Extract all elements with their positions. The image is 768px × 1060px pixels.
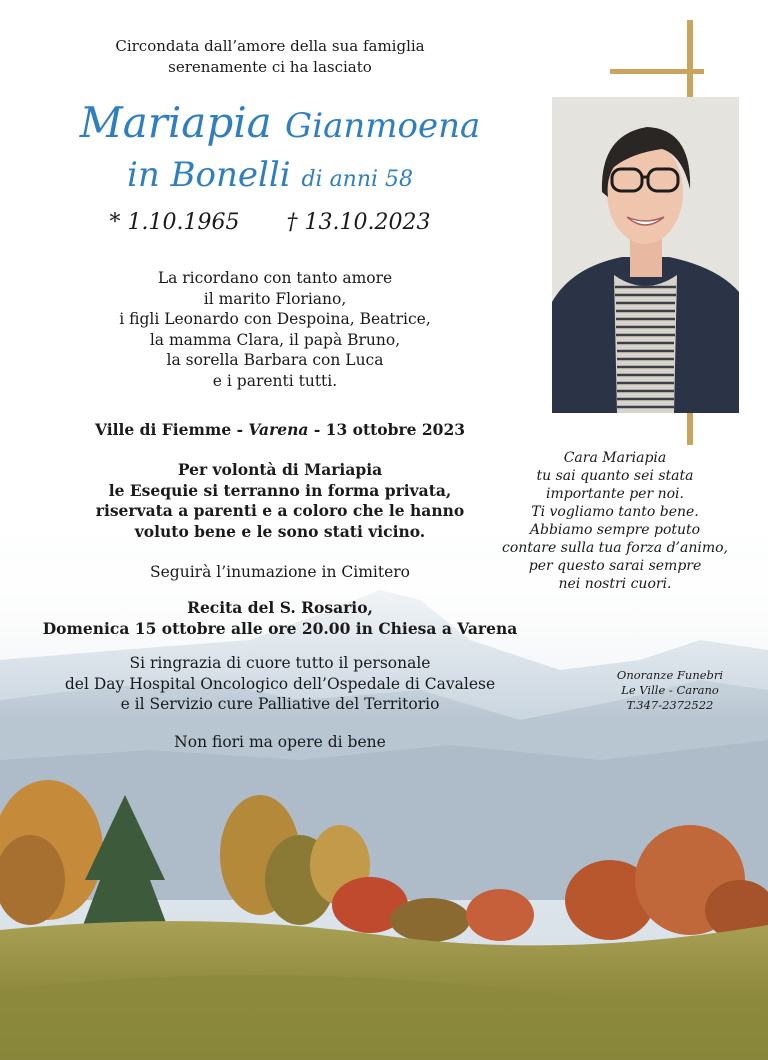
life-dates [60, 208, 480, 238]
thanks-note [30, 653, 530, 715]
funeral-agency [600, 668, 740, 713]
poem-line: importante per noi. [546, 486, 684, 502]
surname: Gianmoena [285, 106, 481, 146]
poem-line: nei nostri cuori. [558, 576, 672, 592]
mourners-line: e i parenti tutti. [212, 371, 338, 390]
funeral-note-line: Per volontà di Mariapia [177, 460, 383, 479]
place-date [60, 420, 500, 440]
portrait-photo [552, 97, 739, 413]
rosary-note [30, 598, 530, 639]
town: Ville di Fiemme [94, 420, 232, 439]
cross-arm [610, 69, 680, 75]
funeral-note-line: riservata a parenti e a coloro che le hanno [95, 501, 465, 520]
married-name: in Bonelli [126, 155, 291, 195]
thanks-line: del Day Hospital Oncologico dell’Ospedale di Cavalese [64, 674, 496, 693]
thanks-line: e il Servizio cure Palliative del Territorio [120, 695, 440, 713]
mourners-line: La ricordano con tanto amore [157, 269, 393, 287]
intro-line-2: serenamente ci ha lasciato [168, 58, 372, 76]
first-name: Mariapia [79, 98, 272, 147]
mourners-line: i figli Leonardo con Despoina, Beatrice, [119, 310, 431, 328]
poem-line: contare sulla tua forza d’animo, [502, 540, 728, 556]
funeral-note [60, 460, 500, 542]
funeral-note-line: voluto bene e le sono stati vicino. [134, 521, 426, 541]
agency-location: Le Ville - Carano [621, 683, 719, 697]
deceased-name [20, 96, 540, 153]
poem-line: Cara Mariapia [563, 450, 667, 466]
dedication-poem [490, 449, 740, 593]
thanks-line: Si ringrazia di cuore tutto il personale [129, 654, 431, 672]
rosary-line-1: Recita del S. Rosario, [187, 598, 373, 617]
mourners-line: il marito Floriano, [203, 289, 347, 308]
intro-line-1: Circondata dall’amore della sua famiglia [115, 37, 425, 55]
mourners-line: la mamma Clara, il papà Bruno, [149, 330, 401, 349]
separator: - [308, 420, 326, 439]
rosary-line-2: Domenica 15 ottobre alle ore 20.00 in Chiesa a Varena [42, 618, 518, 638]
poem-line: Ti vogliamo tanto bene. [531, 504, 699, 520]
announcement-date: 13 ottobre 2023 [325, 420, 466, 439]
poem-line: Abbiamo sempre potuto [529, 522, 701, 538]
married-name-line [60, 152, 480, 203]
poem-line: per questo sarai sempre [528, 558, 702, 574]
death-date: † 13.10.2023 [286, 210, 431, 235]
agency-name: Onoranze Funebri [616, 668, 724, 682]
funeral-note-line: le Esequie si terranno in forma privata, [108, 480, 452, 500]
burial-note: Seguirà l’inumazione in Cimitero [150, 563, 410, 581]
intro-text [70, 36, 470, 78]
birth-date: * 1.10.1965 [109, 210, 240, 235]
age-text: di anni 58 [301, 167, 414, 192]
no-flowers-note: Non fiori ma opere di bene [174, 733, 386, 751]
agency-phone: T.347-2372522 [626, 698, 714, 712]
mourners-list [60, 268, 490, 391]
village: Varena [248, 420, 309, 439]
separator: - [231, 420, 249, 439]
mourners-line: la sorella Barbara con Luca [166, 351, 384, 369]
poem-line: tu sai quanto sei stata [536, 468, 694, 484]
